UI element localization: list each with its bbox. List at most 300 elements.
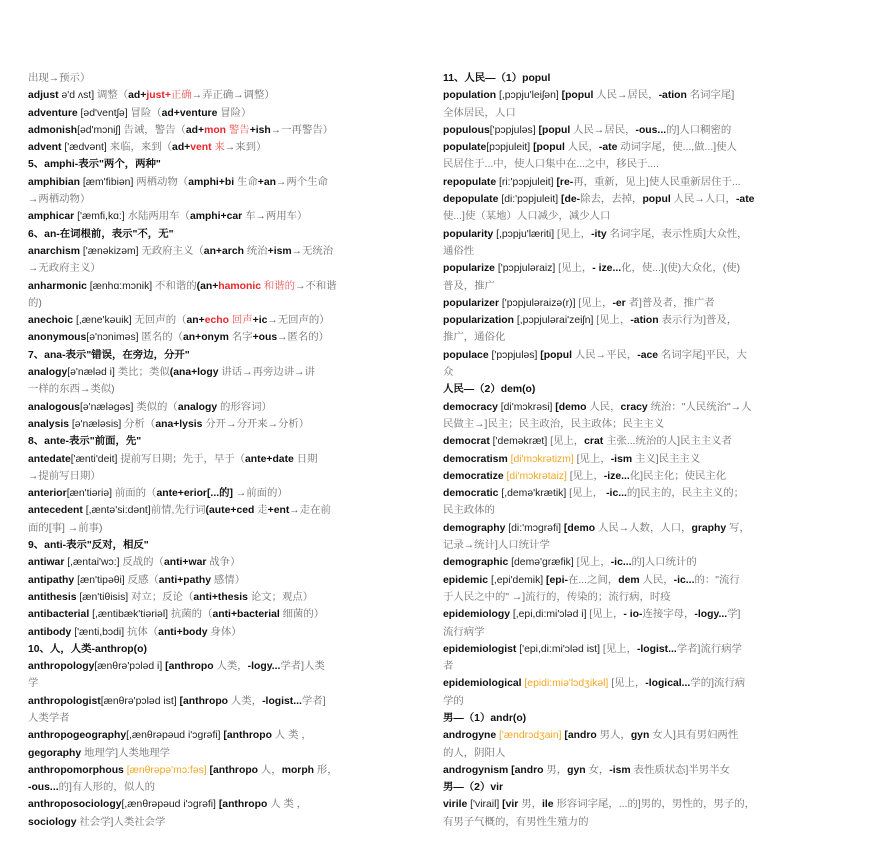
term-text: anonymous [28, 332, 87, 344]
phonetic-text: [æm'fibiən] [82, 176, 134, 188]
vocab-entry [443, 675, 835, 692]
term-text: anarchism [28, 245, 83, 257]
term-text: demography [443, 522, 509, 534]
phonetic-text: ə'd ʌst] [61, 90, 95, 102]
term-text: ad+ [128, 90, 147, 102]
phonetic-text: ['ænti'deit] [70, 453, 118, 465]
gloss-text: →无统治 [291, 245, 334, 257]
highlight-meaning: 警告 [226, 124, 250, 136]
term-text: virile [443, 799, 471, 811]
term-text: [demo [561, 522, 596, 534]
vocab-entry [28, 451, 420, 468]
vocab-entry [443, 485, 835, 502]
term-text: an+onym [183, 332, 229, 344]
vocab-entry [28, 693, 420, 710]
vocab-entry [443, 796, 835, 813]
phonetic-text: ['virail] [470, 799, 500, 811]
phonetic-text: [æn'tipəθi] [77, 574, 125, 586]
term-text: +ish [249, 124, 271, 136]
term-text: -logist... [262, 695, 302, 707]
term-text: popularity [443, 228, 497, 240]
phonetic-text: ['ænəkizəm] [82, 245, 139, 257]
vocab-entry [443, 260, 835, 277]
highlight-meaning: 正确 [170, 90, 192, 102]
gloss-text: 车→两用车） [242, 211, 308, 223]
vocab-entry [28, 624, 420, 641]
term-text: [vir [499, 799, 519, 811]
gloss-text: 通俗性 [443, 245, 475, 257]
gloss-text: 对立；反论（ [128, 591, 194, 603]
vocab-entry [443, 312, 835, 329]
gloss-text: 学的]流行病 [690, 678, 746, 690]
phonetic-text: [ə'næləsis] [71, 418, 122, 430]
vocab-entry [443, 399, 835, 416]
term-text: anti+bacterial [212, 609, 280, 621]
term-text: anthropogeography [28, 730, 127, 742]
gloss-text: 学] [727, 609, 741, 621]
phonetic-text: [,æntibæk'tiəriəl] [92, 609, 169, 621]
term-text: populace [443, 349, 492, 361]
term-text: anti+pathy [158, 574, 212, 586]
gloss-text: →匿名的） [277, 332, 330, 344]
gloss-text: 民做主→]民主；民主政治，民主政体；民主主义 [443, 418, 665, 430]
vocab-entry [28, 779, 420, 796]
phonetic-text: ['pɔpjuləraiz] [497, 263, 556, 275]
phonetic-text: [di:'mɔgrəfi] [508, 522, 562, 534]
gloss-text: →不和谐 [295, 280, 337, 292]
term-text: -ate [598, 142, 618, 154]
gloss-text: [见上， [547, 436, 585, 448]
gloss-text: 女， [585, 764, 610, 776]
term-text: crat [584, 436, 604, 448]
gloss-text: [见上， [586, 609, 624, 621]
gloss-text: 形， [314, 764, 338, 776]
entry-continuation [28, 381, 420, 398]
term-text: anti+war [163, 557, 207, 569]
entry-continuation [443, 814, 835, 831]
gloss-text: →提前写日期） [28, 470, 101, 482]
term-text: (ana+logy [169, 367, 219, 379]
term-text: -ous... [28, 782, 59, 794]
term-text: analogy [177, 401, 218, 413]
entry-continuation [28, 295, 420, 312]
highlight-phonetic: [di'mɔkrətaiz] [506, 470, 567, 482]
term-text: adventure [28, 107, 81, 119]
phonetic-text: [ænθrə'pɔləd i] [94, 661, 163, 673]
term-text: admonish [28, 124, 78, 136]
phonetic-text: [æn'tiθisis] [79, 591, 129, 603]
vocab-entry [443, 606, 835, 623]
vocab-entry [28, 208, 420, 225]
gloss-text: 统治："人民统治"→人 [647, 401, 752, 413]
entry-continuation [443, 693, 835, 710]
gloss-text: 战争） [206, 557, 241, 569]
entry-continuation [28, 468, 420, 485]
gloss-text: 类比；类似 [114, 367, 170, 379]
gloss-text: [见上， [575, 297, 613, 309]
vocab-entry [28, 399, 420, 416]
term-text: population [443, 90, 499, 102]
section-heading [443, 381, 835, 398]
term-text: an+arch [203, 245, 244, 257]
term-text: democratism [443, 453, 511, 465]
gloss-text: →一再警告） [270, 124, 334, 136]
highlight-phonetic: [di'mɔkrətizm] [510, 453, 574, 465]
gloss-text: 除去，去掉， [580, 194, 643, 206]
gloss-text: 人 类 ， [267, 799, 308, 811]
term-text: [epi- [543, 574, 568, 586]
entry-continuation [443, 364, 835, 381]
gloss-text: 全体居民，人口 [443, 107, 516, 119]
term-text: (aute+ced [205, 505, 255, 517]
term-text: democratic [443, 488, 502, 500]
term-text: ad+ [172, 142, 191, 154]
gloss-text: 学 [28, 678, 39, 690]
gloss-text: 人民→人数，人口， [595, 522, 692, 534]
heading-text: 男—（1）andr(o) [443, 712, 527, 724]
heading-text: 11、人民—（1）popul [443, 73, 551, 84]
gloss-text: 学的 [443, 695, 464, 707]
term-text: depopulate [443, 194, 502, 206]
gloss-text: 于人民之中的" →]流行的，传染的；流行病，时疫 [443, 591, 671, 603]
section-heading [28, 641, 420, 658]
phonetic-text: ['pɔpjuləraizə(r)] [501, 297, 576, 309]
gloss-text: 动词字尾，使...,做...]使人 [617, 142, 737, 154]
gloss-text: 分开→分开来→分析） [202, 418, 310, 430]
vocab-entry [443, 641, 835, 658]
entry-continuation [443, 537, 835, 554]
vocab-entry [28, 554, 420, 571]
entry-continuation [443, 243, 835, 260]
term-text: [anthropo [162, 661, 214, 673]
entry-continuation [443, 278, 835, 295]
term-text: anthropologist [28, 695, 101, 707]
term-text: - ize... [592, 263, 622, 275]
vocab-entry [28, 243, 420, 260]
gloss-text: [见上， [554, 228, 592, 240]
term-text: demographic [443, 557, 512, 569]
term-text: +ous [252, 332, 278, 344]
gloss-text: 民主政体的 [443, 505, 495, 517]
vocab-entry [28, 139, 420, 156]
vocab-entry [443, 87, 835, 104]
term-text: -logy... [247, 661, 281, 673]
term-text: gyn [567, 764, 586, 776]
section-heading [28, 156, 420, 173]
vocab-entry [28, 122, 420, 139]
gloss-text: 人民→居民， [593, 90, 659, 102]
gloss-text: [见上， [573, 557, 611, 569]
term-text: -logy... [694, 609, 728, 621]
gloss-text: 人类学者 [28, 712, 70, 724]
gloss-text: 前面的（ [111, 488, 157, 500]
highlight-phonetic: [epidi:miə'lɔdʒikəl] [524, 678, 609, 690]
gloss-text: 出现→预示） [28, 73, 91, 84]
gloss-text: 流行病学 [443, 626, 485, 638]
term-text: popularize [443, 263, 498, 275]
term-text: popul [642, 194, 671, 206]
vocab-entry [28, 589, 420, 606]
heading-text: 10、人，人类-anthrop(o) [28, 643, 147, 655]
gloss-text: 来临，来到（ [106, 142, 173, 154]
gloss-text: 统治 [243, 245, 268, 257]
term-text: anti+body [158, 626, 208, 638]
gloss-text: 的]民主的，民主主义的； [626, 488, 745, 500]
term-text: analysis [28, 418, 72, 430]
term-text: amphi+car [189, 211, 243, 223]
vocab-entry [28, 485, 420, 502]
phonetic-text: [ri:'pɔpjuleit] [499, 176, 554, 188]
vocab-entry [443, 433, 835, 450]
vocab-entry [28, 174, 420, 191]
term-text: populate [443, 142, 487, 154]
entry-continuation [443, 156, 835, 173]
gloss-text: 女人]具有男妇两性 [649, 730, 739, 742]
term-text: epidemiologist [443, 643, 520, 655]
phonetic-text: [ænθrə'pɔləd ist] [100, 695, 177, 707]
term-text: [popul [537, 349, 573, 361]
term-text: androgynism [443, 764, 512, 776]
term-text: popularizer [443, 297, 502, 309]
term-text: antithesis [28, 591, 80, 603]
gloss-text: 抗体（ [124, 626, 159, 638]
phonetic-text: ['pɔpjuləs] [491, 349, 538, 361]
term-text: epidemiological [443, 678, 525, 690]
heading-text: 9、anti-表示"反对，相反" [28, 540, 149, 552]
gloss-text: 两栖动物（ [133, 176, 189, 188]
gloss-text: 人类， [213, 661, 248, 673]
term-text: morph [281, 764, 315, 776]
term-text: androgyne [443, 730, 500, 742]
gloss-text: 的形容词） [217, 401, 272, 413]
gloss-text: 名词字尾，表示性质]大众性， [606, 228, 748, 240]
term-text: graphy [691, 522, 727, 534]
term-text: populous [443, 124, 490, 136]
term-text: amphibian [28, 176, 83, 188]
entry-continuation [443, 624, 835, 641]
term-text: analogy [28, 367, 68, 379]
gloss-text: 面的[事] →前事) [28, 522, 103, 534]
gloss-text: 无回声的（ [131, 315, 187, 327]
heading-text: 8、ante-表示"前面，先" [28, 436, 142, 448]
vocab-entry [28, 796, 420, 813]
vocab-entry [443, 295, 835, 312]
term-text: ante+date [245, 453, 294, 465]
gloss-text: 的]有人形的，似人的 [58, 782, 155, 794]
gloss-text: 论文；观点） [247, 591, 314, 603]
term-text: [andro [561, 730, 597, 742]
gloss-text: 反感（ [124, 574, 159, 586]
gloss-text: 男， [543, 764, 568, 776]
gloss-text: →弄正确→调整） [191, 90, 275, 102]
gloss-text: 人民→平民， [572, 349, 638, 361]
gloss-text: 日期 [293, 453, 318, 465]
gloss-text: 人民， [586, 401, 621, 413]
term-text: -ize... [603, 470, 630, 482]
gloss-text: 名词字尾] [686, 90, 735, 102]
term-text: analogous [28, 401, 80, 413]
term-text: [andro [511, 764, 544, 776]
vocab-entry [28, 502, 420, 519]
term-text: anti+thesis [193, 591, 248, 603]
gloss-text: →走在前 [289, 505, 331, 517]
gloss-text: [见上， [555, 263, 593, 275]
gloss-text: 在...之间， [568, 574, 619, 586]
term-text: -ism [609, 764, 631, 776]
term-text: amphi+bi [188, 176, 235, 188]
term-text: -ic... [673, 574, 695, 586]
phonetic-text: [,pɔpju'læriti] [496, 228, 555, 240]
gloss-text: 抗菌的（ [168, 609, 213, 621]
term-text: ad+venture [161, 107, 218, 119]
gloss-text: 身体） [207, 626, 242, 638]
gloss-text: 者]普及者，推广者 [625, 297, 715, 309]
term-text: anterior [28, 488, 67, 500]
phonetic-text: [,epi'demik] [490, 574, 544, 586]
term-text: sociology [28, 816, 77, 828]
term-text: democratize [443, 470, 507, 482]
gloss-text: 冒险（ [127, 107, 162, 119]
gloss-text: 再，重新，见上]使人民重新居住于... [573, 176, 741, 188]
term-text: popularization [443, 315, 517, 327]
gloss-text: 人民， [564, 142, 599, 154]
term-text: antecedent [28, 505, 86, 517]
gloss-text: 细菌的） [279, 609, 325, 621]
term-text: anthroposociology [28, 799, 122, 811]
highlight-phonetic: ['ændrɔdʒain] [499, 730, 562, 742]
gloss-text: →无回声的） [267, 315, 330, 327]
gloss-text: [见上， [566, 470, 604, 482]
phonetic-text: [,pɔpjulərai'zeiʃn] [516, 315, 594, 327]
gloss-text: 普及，推广 [443, 280, 495, 292]
highlight-meaning: 来 [211, 142, 225, 154]
term-text: -logical... [645, 678, 691, 690]
term-text: epidemic [443, 574, 491, 586]
left-column [28, 70, 420, 831]
term-text: [popul [530, 142, 565, 154]
entry-continuation [443, 502, 835, 519]
phonetic-text: [,æntai'wɔ:] [67, 557, 120, 569]
gloss-text: 有男子气概的，有男性生殖力的 [443, 816, 589, 828]
highlight-root: vent [190, 142, 212, 154]
gloss-text: 人民， [639, 574, 674, 586]
entry-continuation [443, 658, 835, 675]
entry-continuation [443, 105, 835, 122]
phonetic-text: [demə'græfik] [511, 557, 574, 569]
phonetic-text: [ə'næləd i] [67, 367, 115, 379]
gloss-text: 不和谐的 [152, 280, 197, 292]
gloss-text: 学者]人类 [280, 661, 325, 673]
gloss-text: 提前写日期；先于，早于（ [117, 453, 246, 465]
vocab-entry [28, 105, 420, 122]
vocab-entry [443, 347, 835, 364]
gloss-text: 记录→统计]人口统计学 [443, 540, 550, 552]
vocab-entry [28, 329, 420, 346]
section-heading [28, 537, 420, 554]
phonetic-text: [di'mɔkrəsi] [500, 401, 553, 413]
term-text: gyn [630, 730, 650, 742]
section-heading [443, 70, 835, 87]
vocab-entry [28, 312, 420, 329]
vocab-entry [28, 727, 420, 744]
entry-continuation [443, 329, 835, 346]
term-text: antibacterial [28, 609, 93, 621]
phonetic-text: [,pɔpju'leiʃən] [498, 90, 559, 102]
gloss-text: 反战的（ [119, 557, 164, 569]
gloss-text: [见上， [573, 453, 611, 465]
phonetic-text: [,æntə'si:dənt] [85, 505, 151, 517]
term-text: advent [28, 142, 65, 154]
gloss-text: [见上， [600, 643, 637, 655]
gloss-text: →两栖动物） [28, 194, 91, 206]
gloss-text: 走 [254, 505, 268, 517]
vocab-entry [443, 572, 835, 589]
term-text: -logist... [636, 643, 677, 655]
phonetic-text: [ə'næləgəs] [79, 401, 134, 413]
right-column [443, 70, 835, 831]
term-text: democrat [443, 436, 493, 448]
term-text: +ic [252, 315, 268, 327]
gloss-text: 社会学]人类社会学 [76, 816, 166, 828]
heading-text: 人民—（2）dem(o) [443, 384, 536, 396]
vocab-entry [443, 762, 835, 779]
term-text: (an+ [196, 280, 219, 292]
term-text: -ation [630, 315, 659, 327]
vocab-entry [28, 745, 420, 762]
term-text: ile [542, 799, 554, 811]
vocab-entry [28, 572, 420, 589]
phonetic-text: [,ænθrəpəud i'ɔgrəfi] [126, 730, 221, 742]
section-heading [443, 710, 835, 727]
gloss-text: 无政府主义（ [138, 245, 204, 257]
highlight-meaning: 和谐的 [261, 280, 296, 292]
phonetic-text: ['epi,di:mi'ɔləd ist] [519, 643, 600, 655]
term-text: anthropomorphous [28, 764, 127, 776]
gloss-text: 写， [726, 522, 750, 534]
highlight-root: just+ [146, 90, 171, 102]
vocab-entry [28, 762, 420, 779]
term-text: +an [257, 176, 276, 188]
term-text: ante+erior[...的] [156, 488, 233, 500]
term-text: repopulate [443, 176, 500, 188]
highlight-root: hamonic [218, 280, 261, 292]
vocab-entry [443, 122, 835, 139]
gloss-text: 人 类 ， [271, 730, 312, 742]
gloss-text: 前情,先行词 [150, 505, 206, 517]
gloss-text: 学者] [301, 695, 326, 707]
entry-continuation [28, 70, 420, 87]
vocab-entry [443, 191, 835, 208]
gloss-text: →来到） [224, 142, 267, 154]
gloss-text: 调整（ [94, 90, 129, 102]
phonetic-text: ['ænti,bɔdi] [74, 626, 125, 638]
term-text: [popul [558, 90, 594, 102]
term-text: +ent [267, 505, 290, 517]
term-text: adjust [28, 90, 62, 102]
term-text: -ic... [610, 557, 632, 569]
term-text: -ate [735, 194, 755, 206]
gloss-text: 使...]使（某地）人口减少，减少人口 [443, 211, 611, 223]
gloss-text: [见上， [593, 315, 631, 327]
gloss-text: 民居住于...中，使人口集中在...之中，移民于.... [443, 159, 659, 171]
gloss-text: 名词字尾]平民，大 [658, 349, 747, 361]
gloss-text: 的："流行 [694, 574, 740, 586]
highlight-root: echo [204, 315, 229, 327]
gloss-text: →前面的） [232, 488, 288, 500]
section-heading [28, 226, 420, 243]
term-text: ana+lysis [155, 418, 203, 430]
vocab-entry [443, 468, 835, 485]
